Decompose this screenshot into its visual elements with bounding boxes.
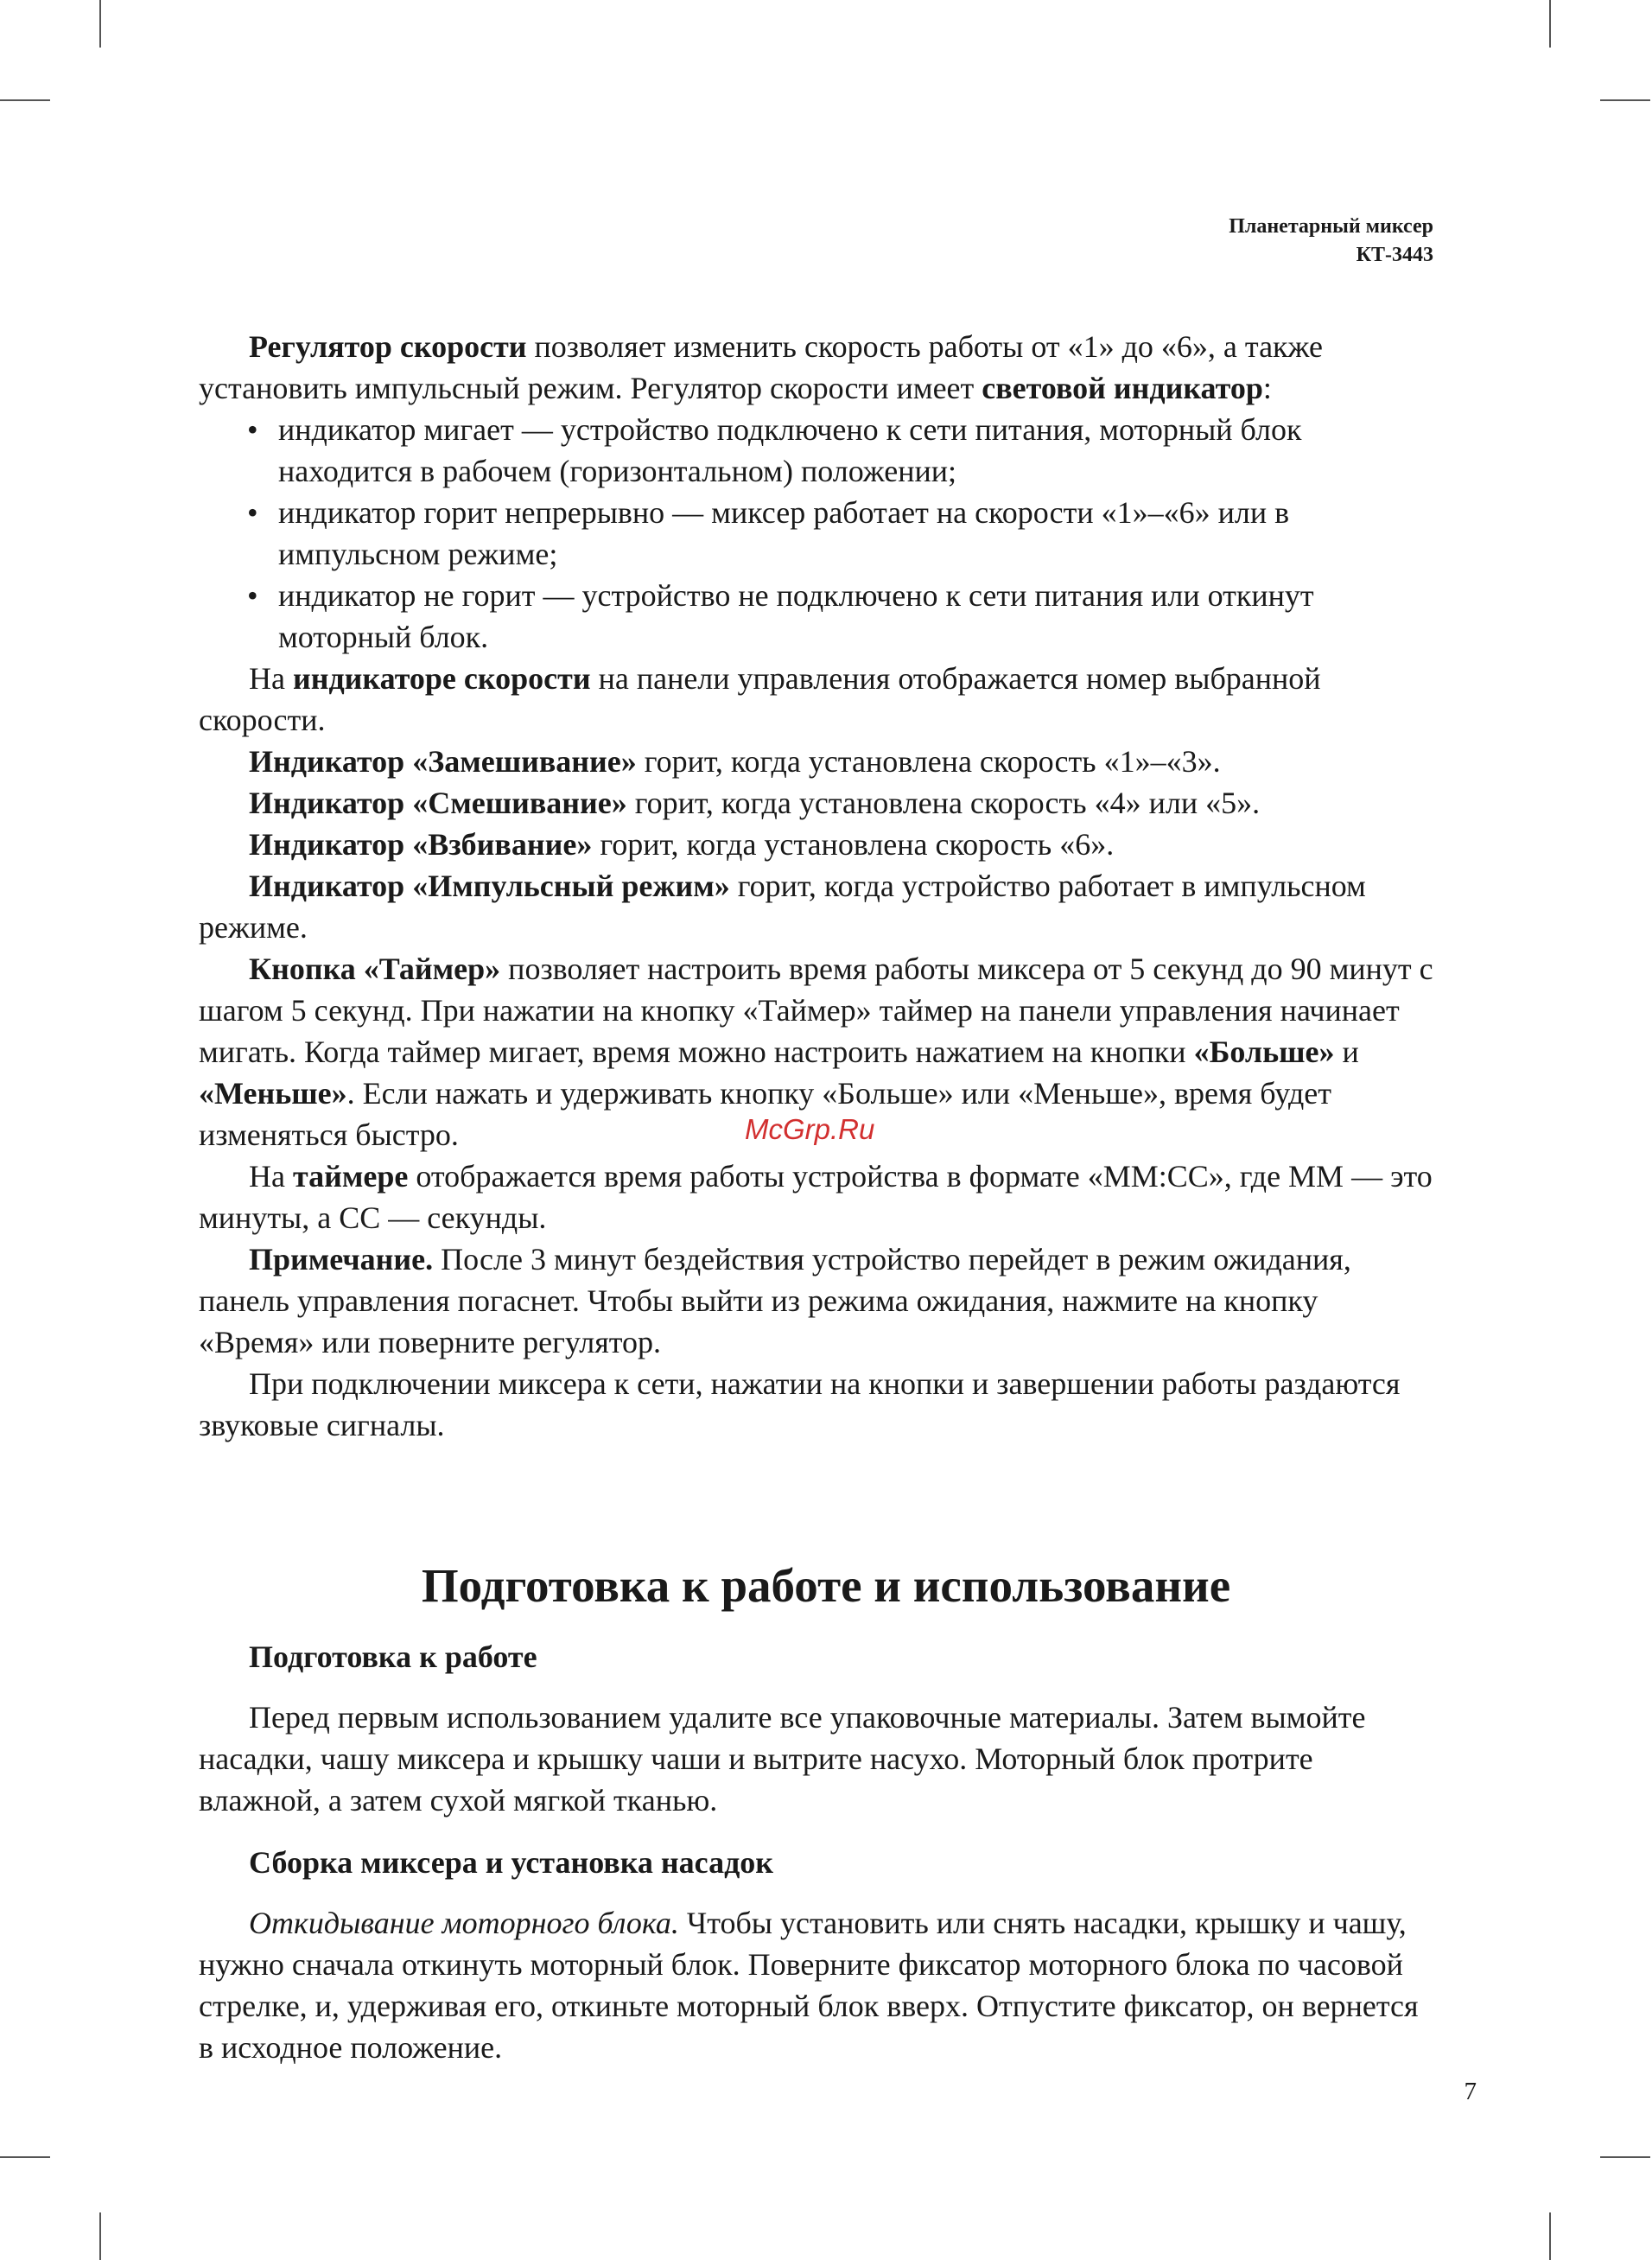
paragraph — [199, 658, 1434, 741]
text: После 3 минут бездействия устройство перейдет в режим ожидания, панель управления погаснет. Чтобы выйти из режима ожидания, нажмите на кнопку «Время» или поверните регулятор. — [199, 1242, 1351, 1359]
paragraph — [199, 1238, 1434, 1363]
header-model: КТ-3443 — [1356, 244, 1433, 266]
paragraph — [199, 865, 1434, 948]
paragraph — [199, 782, 1434, 824]
text: Чтобы установить или снять насадки, крышку и чашу, нужно сначала откинуть моторный блок. Поверните фиксатор моторного блока по часовой стрелке, и, удерживая его, откиньте моторный блок вверх. Отпустите фиксатор, он вернется в исходное положение. — [199, 1906, 1419, 2065]
paragraph — [199, 1155, 1434, 1238]
text: горит, когда установлена скорость «4» или «5». — [626, 786, 1261, 820]
assembly-text — [199, 1902, 1434, 2068]
paragraph — [199, 326, 1434, 409]
header-product-name: Планетарный миксер — [1229, 215, 1433, 238]
text: отображается время работы устройства в формате «ММ:СС», где ММ — это минуты, а СС — секунды. — [199, 1159, 1433, 1235]
bold-term: световой индикатор — [982, 371, 1263, 405]
bold-term: «Больше» — [1193, 1035, 1335, 1069]
crop-mark — [1600, 2156, 1650, 2158]
text: На — [249, 1159, 293, 1194]
bold-term: индикаторе скорости — [292, 661, 591, 696]
preparation-text — [199, 1697, 1434, 1821]
subsection-heading: Сборка миксера и установка насадок — [249, 1845, 774, 1880]
list-item: • индикатор не горит — устройство не подключено к сети питания или откинут моторный блок. — [199, 575, 1434, 658]
bold-term: Кнопка «Таймер» — [249, 952, 501, 986]
crop-mark — [99, 0, 101, 48]
text: горит, когда устройство работает в импульсном режиме. — [199, 869, 1366, 945]
list-item: • индикатор горит непрерывно — миксер работает на скорости «1»–«6» или в импульсном режиме; — [199, 492, 1434, 575]
list-item: • индикатор мигает — устройство подключено к сети питания, моторный блок находится в рабочем (горизонтальном) положении; — [199, 409, 1434, 492]
text: . Если нажать и удерживать кнопку «Больше» или «Меньше», время будет изменяться быстро. — [199, 1076, 1332, 1152]
text: горит, когда установлена скорость «1»–«3». — [636, 744, 1221, 779]
bold-term: Индикатор «Импульсный режим» — [249, 869, 730, 903]
text: : — [1262, 371, 1272, 405]
bold-term: Индикатор «Смешивание» — [249, 786, 627, 820]
subsection-heading: Подготовка к работе — [249, 1639, 537, 1674]
crop-mark — [99, 2212, 101, 2260]
bold-term: Индикатор «Замешивание» — [249, 744, 637, 779]
page-number: 7 — [1464, 2078, 1477, 2105]
crop-mark — [0, 99, 50, 101]
bold-term: «Меньше» — [199, 1076, 347, 1111]
text: на панели управления отображается номер выбранной скорости. — [199, 661, 1321, 737]
paragraph — [199, 1902, 1434, 2068]
running-header — [1229, 213, 1433, 270]
bold-term: таймере — [292, 1159, 409, 1194]
text: позволяет изменить скорость работы от «1» до «6», а также установить импульсный режим. Регулятор скорости имеет — [199, 329, 1323, 405]
paragraph — [199, 741, 1434, 782]
paragraph: Перед первым использованием удалите все упаковочные материалы. Затем вымойте насадки, чашу миксера и крышку чаши и вытрите насухо. Моторный блок протрите влажной, а затем сухой мягкой тканью. — [199, 1700, 1366, 1818]
crop-mark — [0, 2156, 50, 2158]
text: позволяет настроить время работы миксера от 5 секунд до 90 минут с шагом 5 секунд. При нажатии на кнопку «Таймер» таймер на панели управления начинает мигать. Когда таймер мигает, время можно настроить нажатием на кнопки — [199, 952, 1433, 1069]
text: и — [1334, 1035, 1359, 1069]
crop-mark — [1549, 2212, 1551, 2260]
paragraph — [199, 824, 1434, 865]
text: горит, когда установлена скорость «6». — [592, 827, 1115, 862]
crop-mark — [1600, 99, 1650, 101]
text: На — [249, 661, 293, 696]
bold-term: Примечание. — [249, 1242, 434, 1276]
bold-term: Индикатор «Взбивание» — [249, 827, 593, 862]
indicator-list — [199, 409, 1434, 658]
section-title: Подготовка к работе и использование — [421, 1559, 1231, 1612]
bold-term: Регулятор скорости — [249, 329, 527, 364]
paragraph: При подключении миксера к сети, нажатии на кнопки и завершении работы раздаются звуковые сигналы. — [199, 1366, 1401, 1442]
italic-term: Откидывание моторного блока. — [249, 1906, 679, 1940]
crop-mark — [1549, 0, 1551, 48]
intro-text — [199, 326, 1434, 1446]
watermark: McGrp.Ru — [745, 1113, 875, 1145]
